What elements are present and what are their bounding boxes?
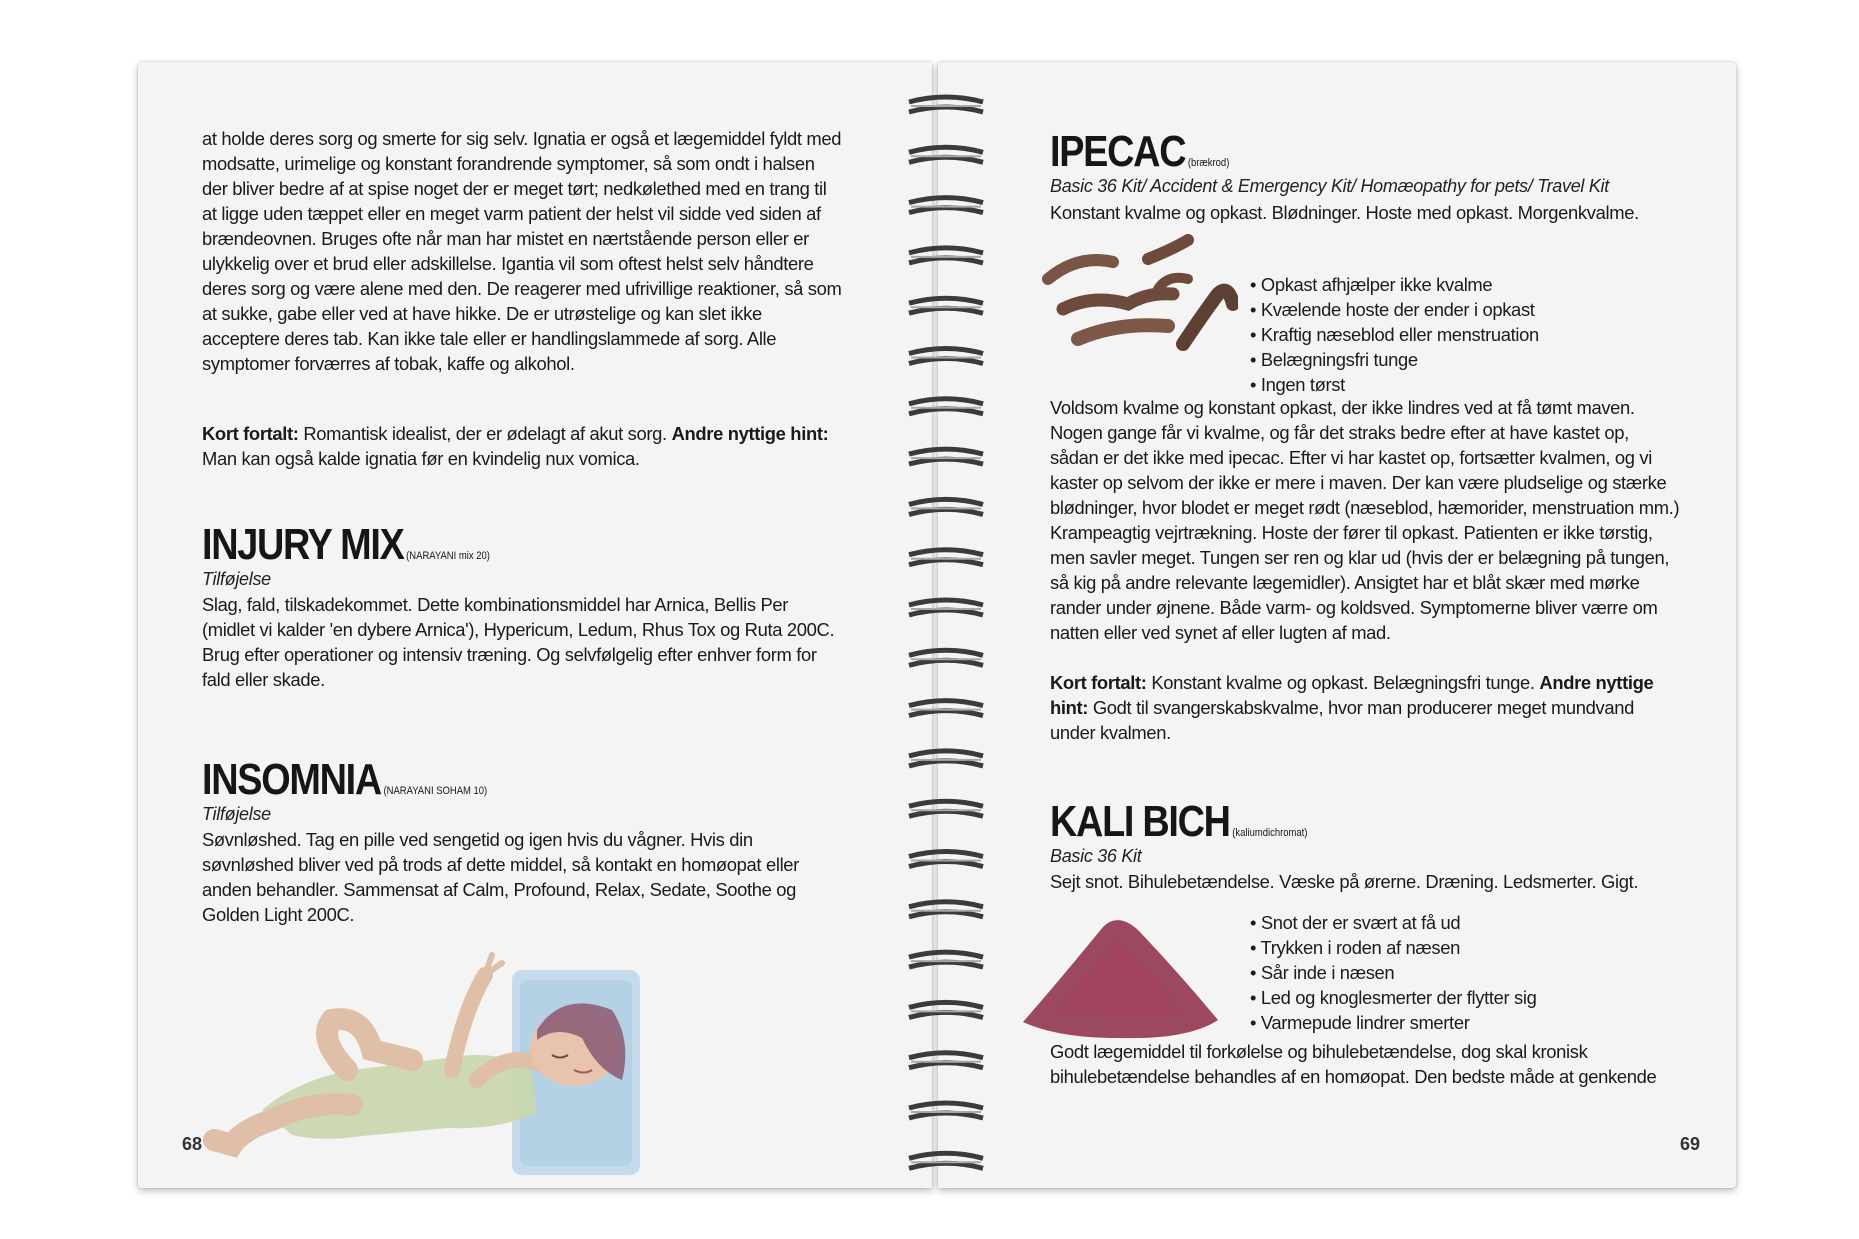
kali-bich-subtitle: (kaliumdichromat): [1232, 827, 1308, 839]
spiral-binding: [905, 88, 987, 1188]
spiral-ring: [909, 1153, 983, 1168]
ipecac-text: Voldsom kvalme og konstant opkast, der ikke lindres ved at få tømt maven. Nogen gange får vi kvalme, og får det straks bedre efter at have kastet op, sådan er det ikke med ipecac. Efter vi har kastet op, fortsætter kvalmen, og vi kaster op selvom der ikke er mere i maven. Der kan være pludselige og stærke blødninger, hvor blodet er meget rødt (næseblod, hæmorider, menstruation mm.) Krampeagtig vejrtrækning. Hoste der fører til opkast. Patienten er ikke tørstig, men savler meget. Tungen ser ren og klar ud (hvis der er belægning på tungen, så kig på andre relevante lægemidler). Ansigtet har et blåt skær med mørke rander under øjnene. Både varm- og koldsved. Symptomerne bliver værre om natten eller ved synet af eller lugten af mad.: [1050, 397, 1680, 643]
hint-label: Andre nyttige hint:: [1050, 672, 1654, 718]
list-item: • Ingen tørst: [1250, 372, 1539, 397]
summary-text: Konstant kvalme og opkast. Belægningsfri tunge.: [1151, 672, 1535, 693]
intro-paragraph: at holde deres sorg og smerte for sig selv. Ignatia er også et lægemiddel fyldt med modsatte, urimelige og konstant forandrende symptomer, så som ondt i halsen der bliver bedre af at spise noget der er meget tørt; nedkølethed med en trang til at ligge uden tæppet eller en meget varm patient der helst vil sidde ved siden af brændeovnen. Bruges ofte når man har mistet en nærtstående person eller er ulykkelig over et brud eller adskillelse. Igantia vil som oftest helst selv håndtere deres sorg og være alene med den. De reagerer med ufrivillige reaktioner, så som at sukke, gabe eller ved at have hikke. De er utrøstelige og kan slet ikke acceptere deres tab. Kan ikke tale eller er handlingslammede af sorg. Alle symptomer forværres af tobak, kaffe og alkohol.: [202, 128, 842, 374]
insomnia-subtitle: (NARAYANI SOHAM 10): [383, 785, 488, 797]
left-page: [138, 62, 932, 1188]
spiral-ring: [909, 97, 983, 112]
spiral-ring: [909, 198, 983, 213]
spiral-ring: [909, 902, 983, 917]
ipecac-lead: Konstant kvalme og opkast. Blødninger. Hoste med opkast. Morgenkvalme.: [1050, 202, 1639, 223]
summary-label: Kort fortalt:: [202, 423, 299, 444]
spiral-ring: [909, 449, 983, 464]
ipecac-kit: Basic 36 Kit/ Accident & Emergency Kit/ Homæopathy for pets/ Travel Kit: [1050, 176, 1609, 196]
spiral-ring: [909, 499, 983, 514]
insomnia-kit: Tilføjelse: [202, 804, 271, 824]
spiral-ring: [909, 952, 983, 967]
insomnia-text: Søvnløshed. Tag en pille ved sengetid og igen hvis du vågner. Hvis din søvnløshed bliver ved på trods af dette middel, så kontakt en homøopat eller anden behandler. Sammensat af Calm, Profound, Relax, Sedate, Soothe og Golden Light 200C.: [202, 829, 799, 925]
list-item: • Snot der er svært at få ud: [1250, 910, 1537, 935]
list-item: • Varmepude lindrer smerter: [1250, 1010, 1537, 1035]
spiral-ring: [909, 1002, 983, 1017]
spiral-ring: [909, 701, 983, 716]
ignatia-summary: [202, 421, 842, 471]
page-number-left: 68: [182, 1134, 203, 1154]
spiral-ring: [909, 298, 983, 313]
spiral-ring: [909, 248, 983, 263]
spiral-ring: [909, 650, 983, 665]
insomnia-title: INSOMNIA: [202, 755, 381, 804]
injury-mix-subtitle: (NARAYANI mix 20): [406, 550, 490, 562]
kali-bich-powder-illustration: [1018, 902, 1218, 1042]
spiral-ring: [909, 147, 983, 162]
spiral-ring: [909, 550, 983, 565]
injury-mix-title: INJURY MIX: [202, 520, 404, 569]
hint-text: Godt til svangerskabskvalme, hvor man producerer meget mundvand under kvalmen.: [1050, 697, 1635, 743]
list-item: • Kvælende hoste der ender i opkast: [1250, 297, 1539, 322]
spiral-ring: [909, 399, 983, 414]
ipecac-root-illustration: [1038, 234, 1238, 364]
sleeping-person-illustration: [202, 930, 682, 1180]
kali-bich-lead: Sejt snot. Bihulebetændelse. Væske på ørerne. Dræning. Ledsmerter. Gigt.: [1050, 871, 1639, 892]
ipecac-title: IPECAC: [1050, 127, 1186, 176]
summary-text: Romantisk idealist, der er ødelagt af akut sorg.: [303, 423, 667, 444]
kali-bich-title: KALI BICH: [1050, 797, 1230, 846]
injury-mix-kit: Tilføjelse: [202, 569, 271, 589]
summary-label: Kort fortalt:: [1050, 672, 1147, 693]
ipecac-subtitle: (brækrod): [1187, 157, 1230, 169]
right-page: [938, 62, 1736, 1188]
spiral-ring: [909, 1103, 983, 1118]
page-number-right: 69: [1680, 1134, 1701, 1154]
list-item: • Belægningsfri tunge: [1250, 347, 1539, 372]
list-item: • Sår inde i næsen: [1250, 960, 1537, 985]
spiral-ring: [909, 751, 983, 766]
kali-bich-kit: Basic 36 Kit: [1050, 846, 1142, 866]
hint-label: Andre nyttige hint:: [671, 423, 829, 444]
injury-mix-text: Slag, fald, tilskadekommet. Dette kombinationsmiddel har Arnica, Bellis Per (midlet vi kalder 'en dybere Arnica'), Hypericum, Ledum, Rhus Tox og Ruta 200C. Brug efter operationer og intensiv træning. Og selvfølgelig efter enhver form for fald eller skade.: [202, 594, 835, 690]
spiral-ring: [909, 600, 983, 615]
spiral-ring: [909, 852, 983, 867]
ipecac-summary: [1050, 670, 1680, 745]
list-item: • Trykken i roden af næsen: [1250, 935, 1537, 960]
ipecac-symptom-list: [1250, 272, 1539, 397]
kali-bich-text: Godt lægemiddel til forkølelse og bihulebetændelse, dog skal kronisk bihulebetændelse behandles af en homøopat. Den bedste måde at genkende: [1050, 1041, 1657, 1087]
spiral-ring: [909, 349, 983, 364]
spiral-ring: [909, 801, 983, 816]
hint-text: Man kan også kalde ignatia før en kvindelig nux vomica.: [202, 448, 640, 469]
spiral-ring: [909, 1053, 983, 1068]
list-item: • Opkast afhjælper ikke kvalme: [1250, 272, 1539, 297]
list-item: • Led og knoglesmerter der flytter sig: [1250, 985, 1537, 1010]
list-item: • Kraftig næseblod eller menstruation: [1250, 322, 1539, 347]
kali-bich-symptom-list: [1250, 910, 1537, 1035]
